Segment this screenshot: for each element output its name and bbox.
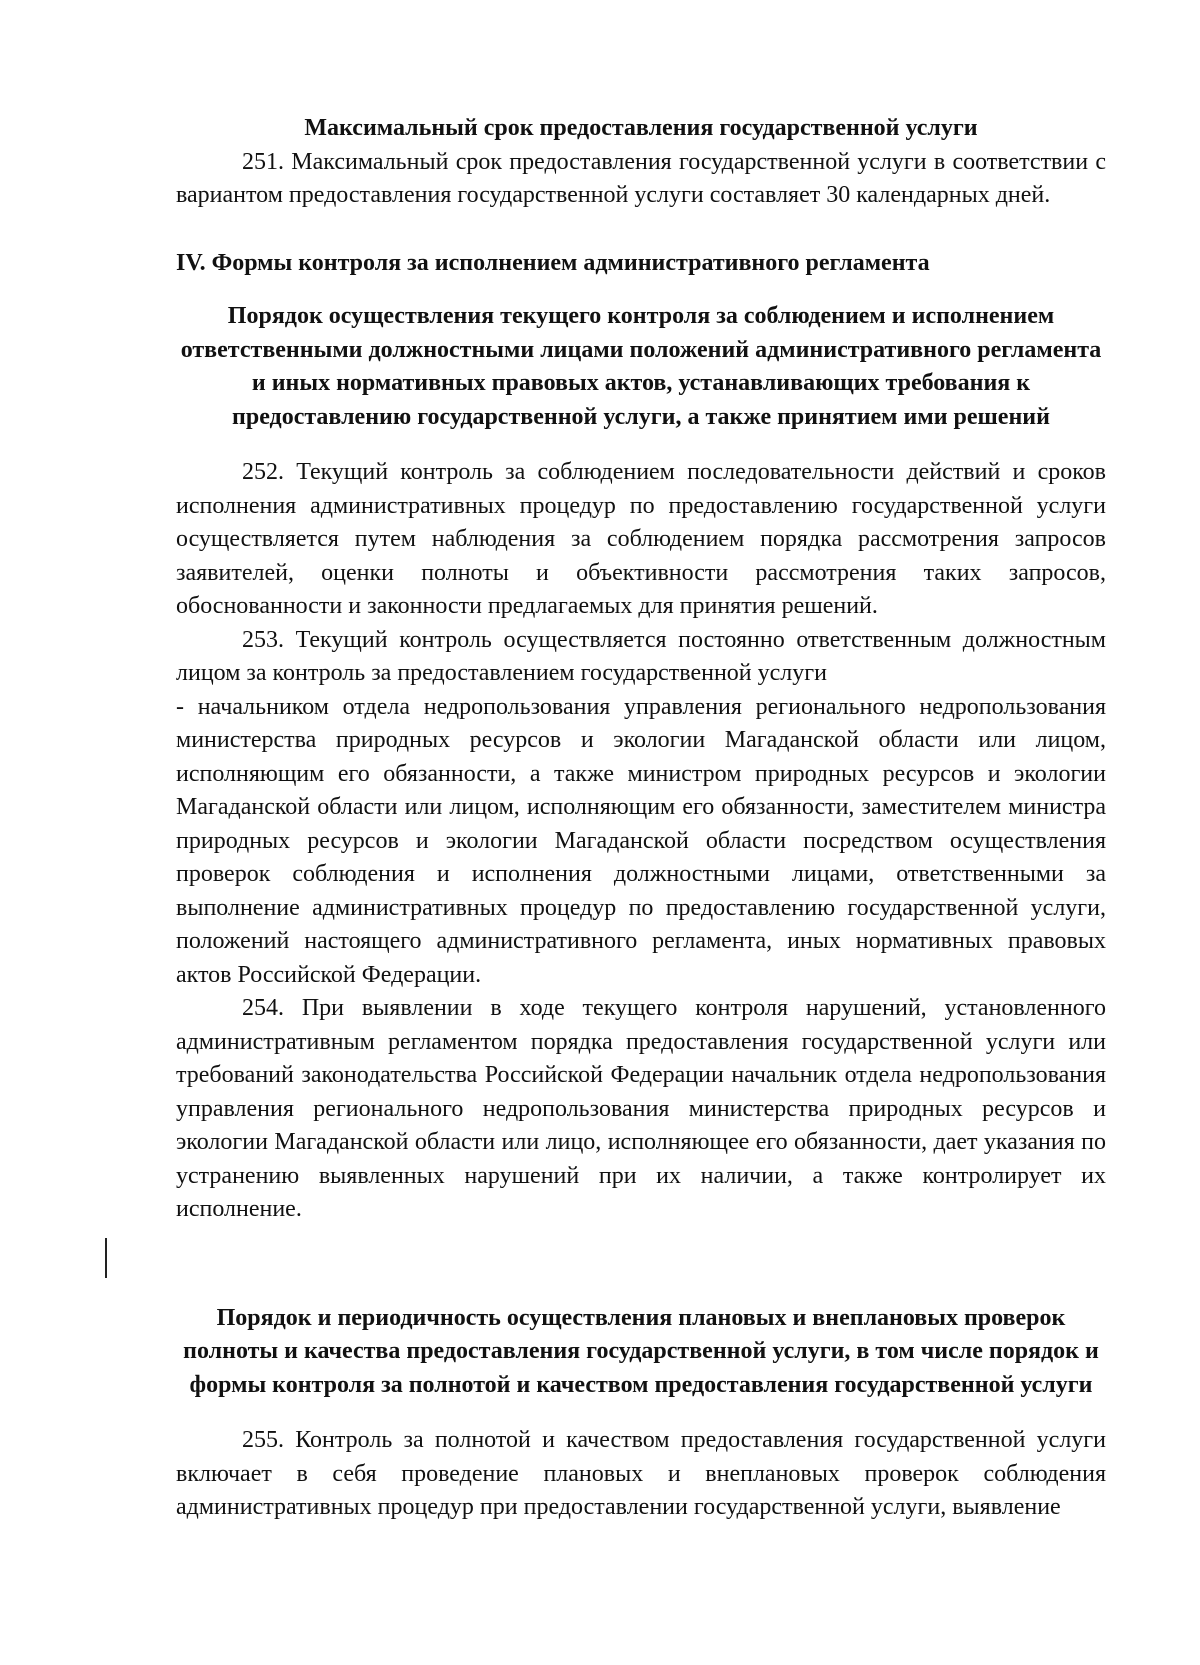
paragraph-252: 252. Текущий контроль за соблюдением последовательности действий и сроков исполнения административных процедур по предоставлению государственной услуги осуществляется путем наблюдения за соблюдением порядка рассмотрения запросов заявителей, оценки полноты и объективности рассмотрения таких запросов, обоснованности и законности предлагаемых для принятия решений. <box>176 459 1106 619</box>
paragraph-253: 253. Текущий контроль осуществляется постоянно ответственным должностным лицом за контроль за предоставлением государственной услуги <box>176 626 1106 686</box>
paragraph-255: 255. Контроль за полнотой и качеством предоставления государственной услуги включает в себя проведение плановых и внеплановых проверок соблюдения административных процедур при предоставлении государственной услуги, выявление <box>176 1427 1106 1520</box>
margin-mark <box>105 1238 107 1278</box>
paragraph-253-item: - начальником отдела недропользования управления регионального недропользования министерства природных ресурсов и экологии Магаданской области или лицом, исполняющим его обязанности, а также министром природных ресурсов и экологии Магаданской области или лицом, исполняющим его обязанности, заместителем министра природных ресурсов и экологии Магаданской области посредством осуществления проверок соблюдения и исполнения должностными лицами, ответственными за выполнение административных процедур по предоставлению государственной услуги, положений настоящего административного регламента, иных нормативных правовых актов Российской Федерации. <box>176 693 1106 988</box>
heading-max-term: Максимальный срок предоставления государственной услуги <box>304 115 978 141</box>
section-iv-title: IV. Формы контроля за исполнением административного регламента <box>176 249 930 276</box>
heading-checks: Порядок и периодичность осуществления плановых и внеплановых проверок полноты и качества предоставления государственной услуги, в том числе порядок и формы контроля за полнотой и качеством предоставления государственной услуги <box>183 1304 1099 1398</box>
spacer <box>176 1227 1106 1302</box>
paragraph-251: 251. Максимальный срок предоставления государственной услуги в соответствии с вариантом предоставления государственной услуги составляет 30 календарных дней. <box>176 148 1106 208</box>
spacer <box>176 434 1106 456</box>
document-body <box>176 112 1106 1525</box>
heading-current-control: Порядок осуществления текущего контроля за соблюдением и исполнением ответственными должностными лицами положений административного регламента и иных нормативных правовых актов, устанавливающих требования к предоставлению государственной услуги, а также принятием ими решений <box>180 303 1102 430</box>
spacer <box>176 213 1106 247</box>
spacer <box>176 1402 1106 1424</box>
spacer <box>176 280 1106 300</box>
paragraph-254: 254. При выявлении в ходе текущего контроля нарушений, установленного административным регламентом порядка предоставления государственной услуги или требований законодательства Российской Федерации начальник отдела недропользования управления регионального недропользования министерства природных ресурсов и экологии Магаданской области или лицо, исполняющее его обязанности, дает указания по устранению выявленных нарушений при их наличии, а также контролирует их исполнение. <box>176 995 1106 1222</box>
